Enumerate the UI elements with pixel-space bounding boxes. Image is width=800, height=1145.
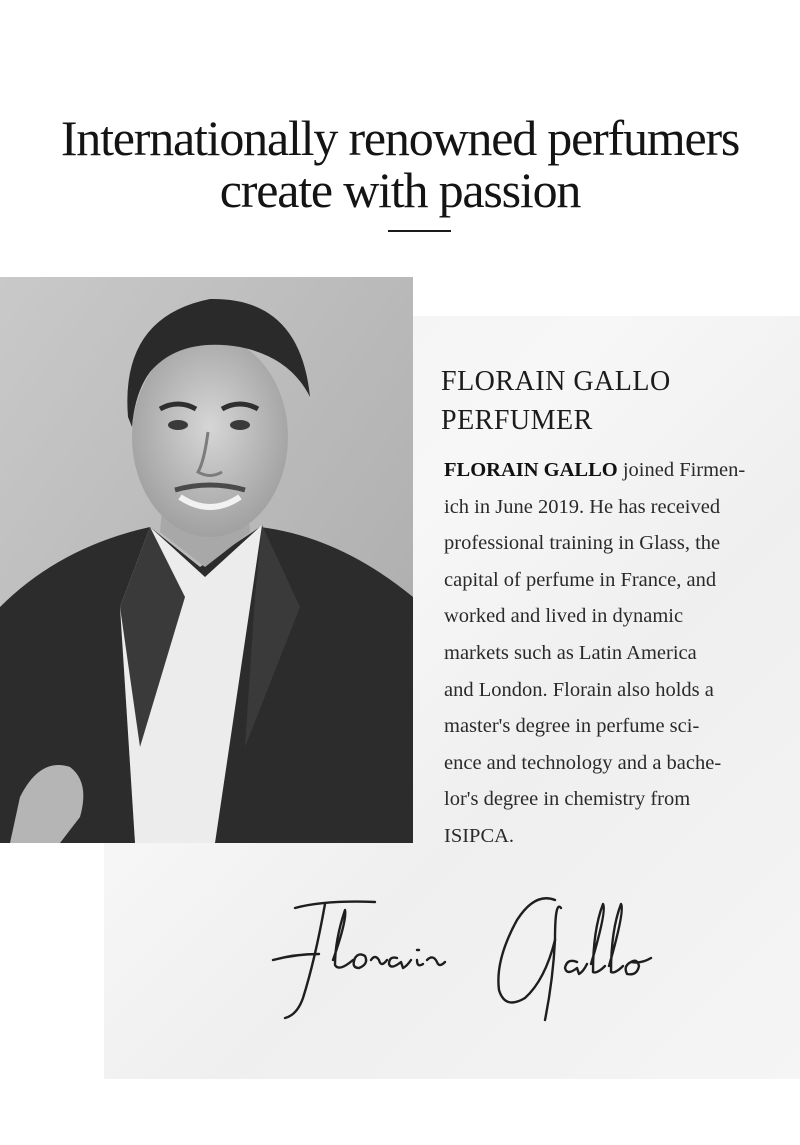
bio-line: ence and technology and a bache- (444, 751, 722, 774)
bio-line: ISIPCA. (444, 824, 515, 847)
bio-line: ich in June 2019. He has received (444, 495, 721, 518)
perfumer-bio (444, 452, 778, 855)
headline-line-1: Internationally renowned perfumers (60, 109, 740, 166)
perfumer-role: PERFUMER (441, 405, 593, 436)
bio-line: and London. Florain also holds a (444, 678, 714, 701)
bio-line: markets such as Latin America (444, 641, 697, 664)
bio-line: worked and lived in dynamic (444, 605, 684, 628)
bio-line: master's degree in perfume sci- (444, 715, 700, 738)
bio-line-text: joined Firmen- (617, 459, 746, 481)
page-headline (0, 109, 800, 218)
perfumer-title-block (441, 362, 781, 440)
handwritten-signature (255, 880, 675, 1030)
bio-line: capital of perfume in France, and (444, 568, 717, 591)
bio-bold-name: FLORAIN GALLO (444, 459, 618, 481)
perfumer-portrait-photo (0, 277, 413, 843)
bio-line: professional training in Glass, the (444, 532, 721, 555)
title-divider (388, 230, 451, 232)
perfumer-name: FLORAIN GALLO (441, 366, 671, 397)
bio-line: lor's degree in chemistry from (444, 788, 691, 811)
bio-line (444, 452, 778, 489)
headline-line-2: create with passion (219, 161, 581, 218)
